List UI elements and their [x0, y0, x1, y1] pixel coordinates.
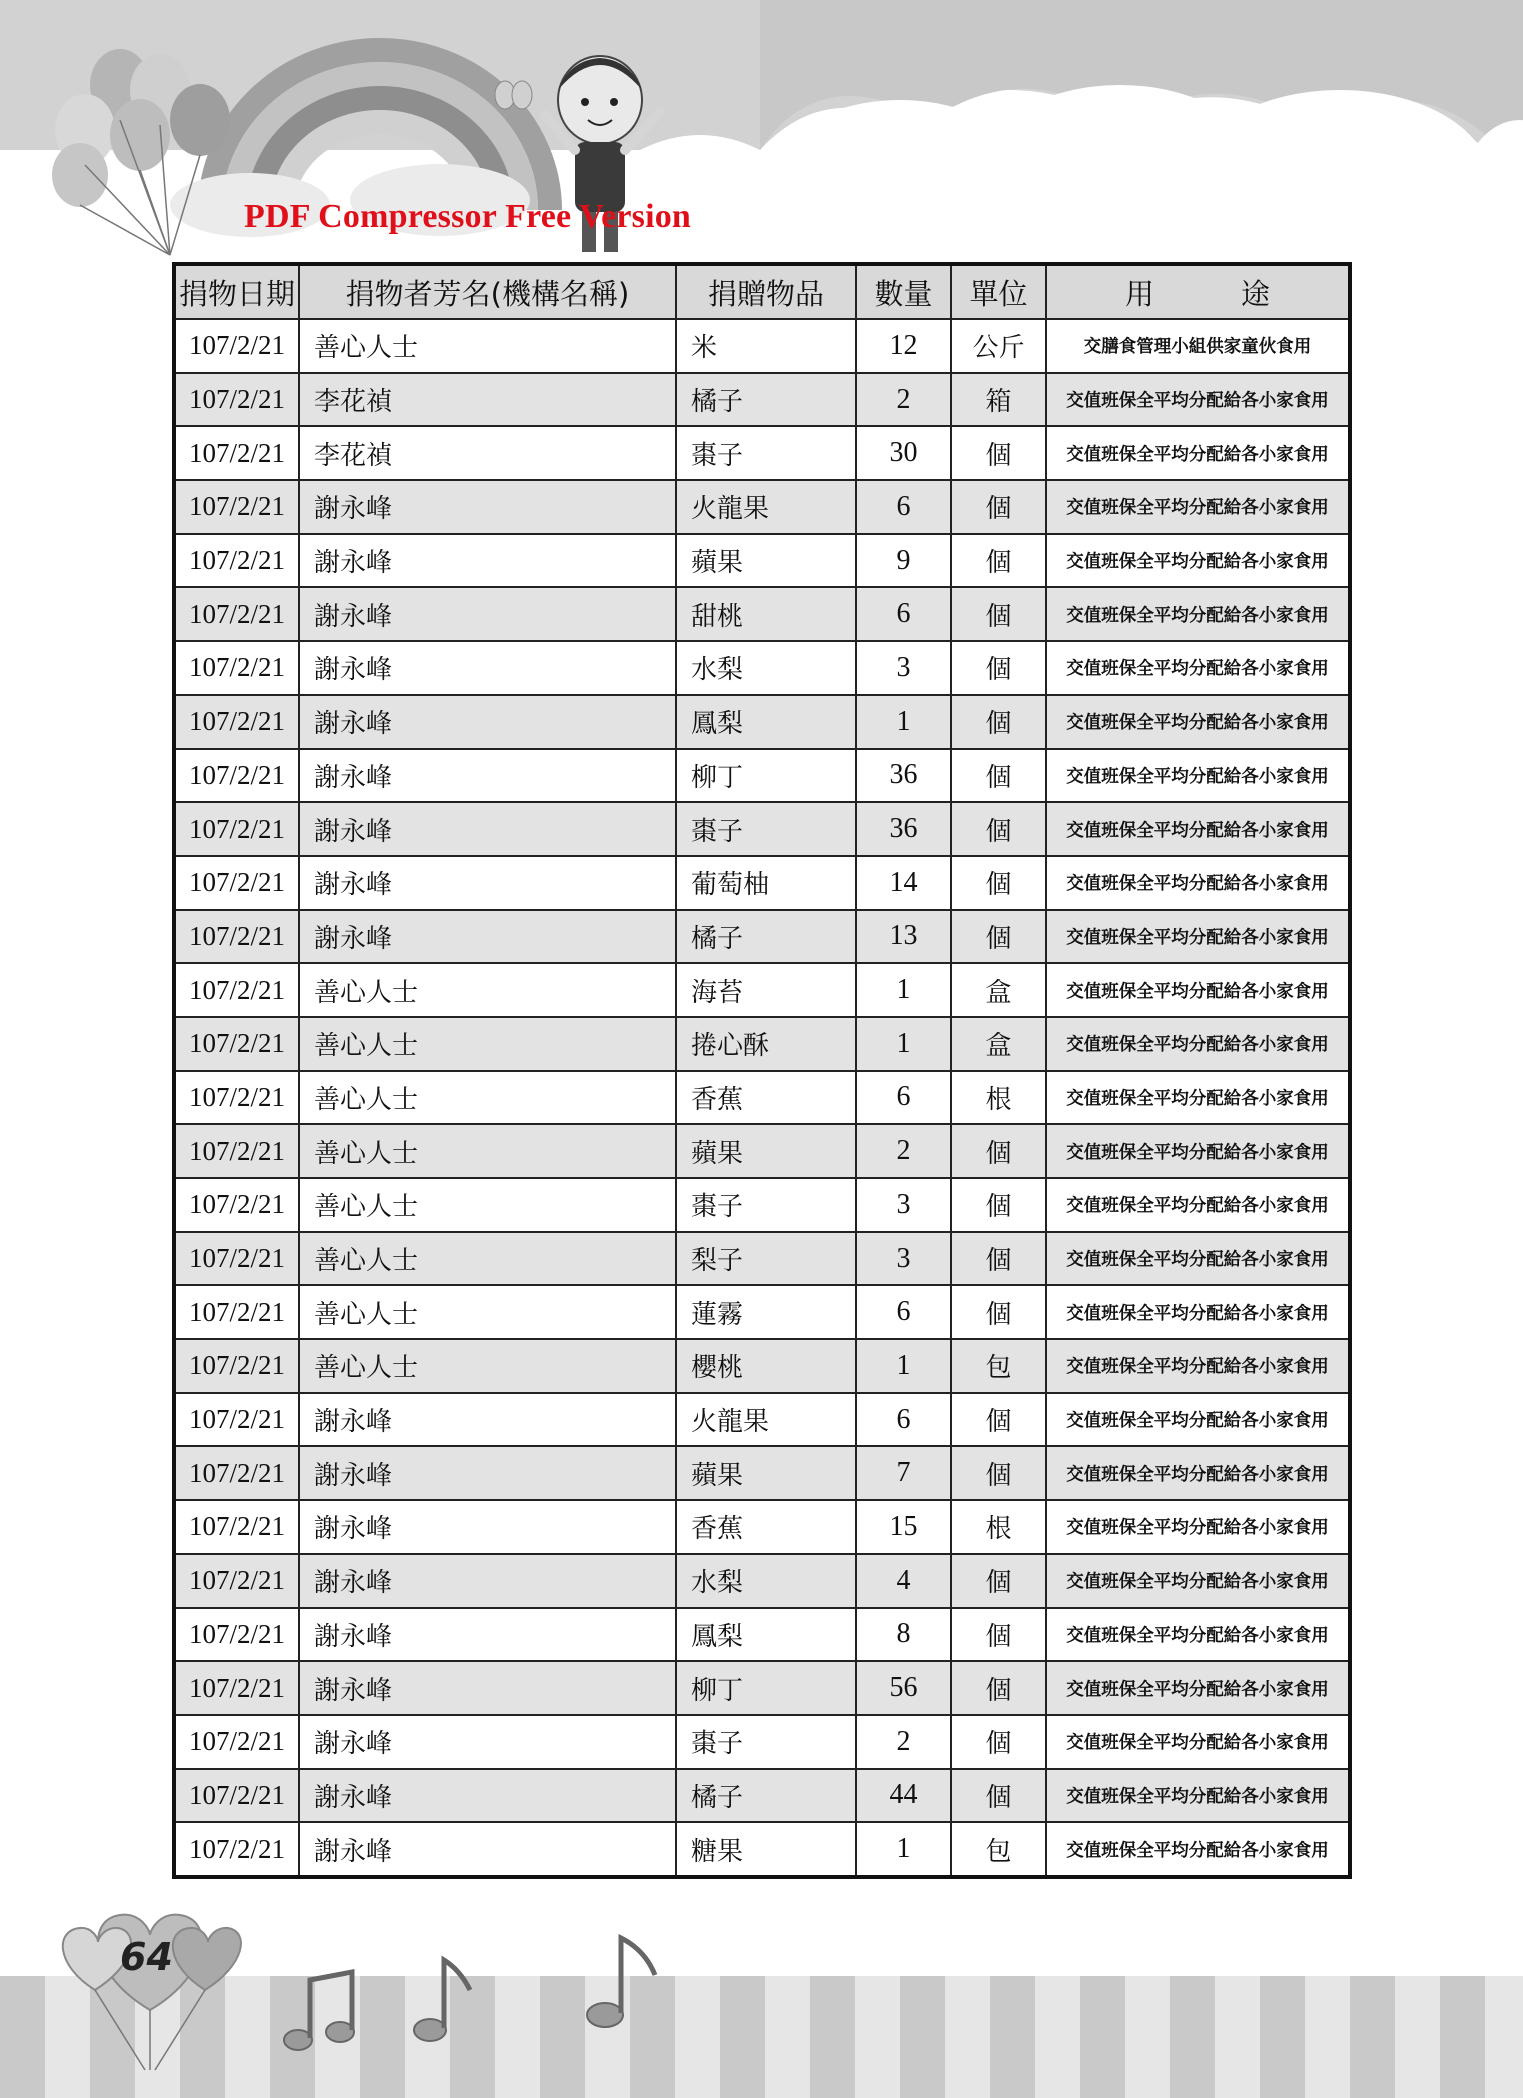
cell-use: 交值班保全平均分配給各小家食用: [1046, 1822, 1350, 1877]
cell-qty: 1: [856, 695, 951, 749]
cell-unit: 個: [951, 856, 1046, 910]
cell-item: 海苔: [676, 963, 856, 1017]
cell-date: 107/2/21: [174, 480, 299, 534]
cell-item: 鳳梨: [676, 695, 856, 749]
cell-unit: 個: [951, 1285, 1046, 1339]
cell-qty: 36: [856, 749, 951, 803]
cell-unit: 個: [951, 802, 1046, 856]
cell-item: 米: [676, 319, 856, 373]
cell-donor: 謝永峰: [299, 1500, 676, 1554]
cell-use: 交值班保全平均分配給各小家食用: [1046, 1017, 1350, 1071]
table-row: [174, 1715, 1350, 1769]
cell-item: 蘋果: [676, 534, 856, 588]
cell-donor: 善心人士: [299, 1339, 676, 1393]
cell-unit: 個: [951, 1554, 1046, 1608]
table-row: [174, 802, 1350, 856]
cell-qty: 3: [856, 1178, 951, 1232]
cell-qty: 2: [856, 373, 951, 427]
cell-donor: 謝永峰: [299, 1608, 676, 1662]
table-row: [174, 534, 1350, 588]
cell-date: 107/2/21: [174, 1178, 299, 1232]
cell-date: 107/2/21: [174, 910, 299, 964]
cell-date: 107/2/21: [174, 1446, 299, 1500]
cell-item: 鳳梨: [676, 1608, 856, 1662]
cell-qty: 4: [856, 1554, 951, 1608]
cell-unit: 個: [951, 1715, 1046, 1769]
cell-donor: 善心人士: [299, 1178, 676, 1232]
cell-qty: 7: [856, 1446, 951, 1500]
table-row: [174, 1017, 1350, 1071]
cell-item: 梨子: [676, 1232, 856, 1286]
cell-use: 交值班保全平均分配給各小家食用: [1046, 1178, 1350, 1232]
cell-use: 交膳食管理小組供家童伙食用: [1046, 319, 1350, 373]
cell-qty: 13: [856, 910, 951, 964]
cell-unit: 個: [951, 1769, 1046, 1823]
cell-item: 棗子: [676, 426, 856, 480]
cell-item: 蘋果: [676, 1124, 856, 1178]
cell-unit: 盒: [951, 1017, 1046, 1071]
cell-unit: 根: [951, 1071, 1046, 1125]
footer-illustration: [0, 1880, 1523, 2098]
cell-date: 107/2/21: [174, 641, 299, 695]
cell-date: 107/2/21: [174, 1822, 299, 1877]
table-row: [174, 426, 1350, 480]
cell-use: 交值班保全平均分配給各小家食用: [1046, 802, 1350, 856]
cell-unit: 個: [951, 480, 1046, 534]
cell-unit: 個: [951, 426, 1046, 480]
cell-qty: 2: [856, 1715, 951, 1769]
cell-date: 107/2/21: [174, 1339, 299, 1393]
table-body: [174, 319, 1350, 1877]
cell-use: 交值班保全平均分配給各小家食用: [1046, 1500, 1350, 1554]
cell-unit: 個: [951, 749, 1046, 803]
page-number: 64: [120, 1935, 173, 1979]
cell-date: 107/2/21: [174, 963, 299, 1017]
cell-item: 香蕉: [676, 1071, 856, 1125]
cell-date: 107/2/21: [174, 373, 299, 427]
cell-date: 107/2/21: [174, 1554, 299, 1608]
cell-unit: 個: [951, 1446, 1046, 1500]
table-row: [174, 1769, 1350, 1823]
cell-use: 交值班保全平均分配給各小家食用: [1046, 1393, 1350, 1447]
cell-unit: 包: [951, 1822, 1046, 1877]
cell-date: 107/2/21: [174, 1393, 299, 1447]
cell-item: 蘋果: [676, 1446, 856, 1500]
cell-date: 107/2/21: [174, 1017, 299, 1071]
cell-donor: 謝永峰: [299, 1446, 676, 1500]
header-donor: 捐物者芳名(機構名稱): [299, 264, 676, 319]
cell-date: 107/2/21: [174, 1071, 299, 1125]
cell-qty: 1: [856, 1339, 951, 1393]
cell-use: 交值班保全平均分配給各小家食用: [1046, 1124, 1350, 1178]
cell-unit: 個: [951, 641, 1046, 695]
cell-qty: 30: [856, 426, 951, 480]
cell-qty: 15: [856, 1500, 951, 1554]
cell-qty: 6: [856, 587, 951, 641]
cell-unit: 個: [951, 1608, 1046, 1662]
donation-table: [172, 262, 1352, 1879]
cell-use: 交值班保全平均分配給各小家食用: [1046, 641, 1350, 695]
cell-donor: 謝永峰: [299, 856, 676, 910]
cell-item: 香蕉: [676, 1500, 856, 1554]
cell-donor: 善心人士: [299, 1232, 676, 1286]
cell-item: 櫻桃: [676, 1339, 856, 1393]
cell-use: 交值班保全平均分配給各小家食用: [1046, 963, 1350, 1017]
cell-donor: 善心人士: [299, 963, 676, 1017]
cell-date: 107/2/21: [174, 319, 299, 373]
cell-unit: 個: [951, 910, 1046, 964]
cell-date: 107/2/21: [174, 749, 299, 803]
table-header-row: [174, 264, 1350, 319]
header-unit: 單位: [951, 264, 1046, 319]
cell-unit: 個: [951, 1661, 1046, 1715]
cell-donor: 謝永峰: [299, 641, 676, 695]
cell-donor: 謝永峰: [299, 1715, 676, 1769]
cell-date: 107/2/21: [174, 1769, 299, 1823]
table-row: [174, 1232, 1350, 1286]
header-qty: 數量: [856, 264, 951, 319]
cell-item: 葡萄柚: [676, 856, 856, 910]
cell-use: 交值班保全平均分配給各小家食用: [1046, 480, 1350, 534]
table-row: [174, 641, 1350, 695]
cell-donor: 善心人士: [299, 319, 676, 373]
cell-item: 橘子: [676, 1769, 856, 1823]
cell-donor: 謝永峰: [299, 1822, 676, 1877]
header-date: 捐物日期: [174, 264, 299, 319]
cell-item: 糖果: [676, 1822, 856, 1877]
cell-use: 交值班保全平均分配給各小家食用: [1046, 856, 1350, 910]
cell-use: 交值班保全平均分配給各小家食用: [1046, 1339, 1350, 1393]
cell-date: 107/2/21: [174, 587, 299, 641]
cell-donor: 謝永峰: [299, 802, 676, 856]
table-row: [174, 695, 1350, 749]
footer-stripes: [0, 1976, 1523, 2098]
cell-date: 107/2/21: [174, 856, 299, 910]
cell-date: 107/2/21: [174, 1285, 299, 1339]
cell-date: 107/2/21: [174, 1124, 299, 1178]
cell-unit: 個: [951, 534, 1046, 588]
cell-donor: 善心人士: [299, 1017, 676, 1071]
cell-qty: 1: [856, 1017, 951, 1071]
table-row: [174, 480, 1350, 534]
cell-unit: 箱: [951, 373, 1046, 427]
cell-date: 107/2/21: [174, 534, 299, 588]
cell-date: 107/2/21: [174, 1661, 299, 1715]
cell-qty: 44: [856, 1769, 951, 1823]
table-row: [174, 1500, 1350, 1554]
table-row: [174, 1822, 1350, 1877]
cell-qty: 12: [856, 319, 951, 373]
table-row: [174, 1393, 1350, 1447]
table-row: [174, 319, 1350, 373]
cell-qty: 2: [856, 1124, 951, 1178]
cell-item: 棗子: [676, 1178, 856, 1232]
cell-donor: 謝永峰: [299, 1661, 676, 1715]
cell-unit: 個: [951, 587, 1046, 641]
cell-qty: 56: [856, 1661, 951, 1715]
header-item: 捐贈物品: [676, 264, 856, 319]
table-row: [174, 856, 1350, 910]
cell-date: 107/2/21: [174, 695, 299, 749]
cell-qty: 1: [856, 963, 951, 1017]
cell-donor: 謝永峰: [299, 1554, 676, 1608]
cell-use: 交值班保全平均分配給各小家食用: [1046, 1232, 1350, 1286]
table-row: [174, 1124, 1350, 1178]
cell-use: 交值班保全平均分配給各小家食用: [1046, 749, 1350, 803]
header-use: 用 途: [1046, 264, 1350, 319]
cell-date: 107/2/21: [174, 426, 299, 480]
cell-use: 交值班保全平均分配給各小家食用: [1046, 534, 1350, 588]
table-row: [174, 373, 1350, 427]
cell-qty: 6: [856, 480, 951, 534]
cell-qty: 6: [856, 1393, 951, 1447]
cell-use: 交值班保全平均分配給各小家食用: [1046, 1285, 1350, 1339]
cell-item: 甜桃: [676, 587, 856, 641]
cell-item: 火龍果: [676, 480, 856, 534]
cell-item: 柳丁: [676, 1661, 856, 1715]
cell-unit: 包: [951, 1339, 1046, 1393]
cell-item: 橘子: [676, 373, 856, 427]
cell-use: 交值班保全平均分配給各小家食用: [1046, 587, 1350, 641]
cell-use: 交值班保全平均分配給各小家食用: [1046, 1608, 1350, 1662]
cell-date: 107/2/21: [174, 802, 299, 856]
cell-donor: 善心人士: [299, 1071, 676, 1125]
table-row: [174, 1178, 1350, 1232]
cell-item: 捲心酥: [676, 1017, 856, 1071]
cell-item: 棗子: [676, 802, 856, 856]
cell-item: 蓮霧: [676, 1285, 856, 1339]
cell-qty: 3: [856, 641, 951, 695]
table-row: [174, 1554, 1350, 1608]
cell-qty: 36: [856, 802, 951, 856]
cell-donor: 謝永峰: [299, 910, 676, 964]
cell-use: 交值班保全平均分配給各小家食用: [1046, 426, 1350, 480]
cell-use: 交值班保全平均分配給各小家食用: [1046, 1554, 1350, 1608]
cell-qty: 1: [856, 1822, 951, 1877]
cell-qty: 6: [856, 1285, 951, 1339]
cell-use: 交值班保全平均分配給各小家食用: [1046, 1446, 1350, 1500]
cell-item: 火龍果: [676, 1393, 856, 1447]
cell-donor: 李花禎: [299, 373, 676, 427]
cell-unit: 個: [951, 1124, 1046, 1178]
cell-unit: 個: [951, 1393, 1046, 1447]
cell-item: 棗子: [676, 1715, 856, 1769]
cell-item: 柳丁: [676, 749, 856, 803]
cell-use: 交值班保全平均分配給各小家食用: [1046, 695, 1350, 749]
cell-unit: 個: [951, 695, 1046, 749]
cell-donor: 善心人士: [299, 1124, 676, 1178]
cell-date: 107/2/21: [174, 1608, 299, 1662]
cell-unit: 公斤: [951, 319, 1046, 373]
cell-date: 107/2/21: [174, 1500, 299, 1554]
cell-item: 水梨: [676, 641, 856, 695]
cell-donor: 善心人士: [299, 1285, 676, 1339]
cell-use: 交值班保全平均分配給各小家食用: [1046, 1071, 1350, 1125]
table-row: [174, 1446, 1350, 1500]
cell-use: 交值班保全平均分配給各小家食用: [1046, 1661, 1350, 1715]
cell-qty: 8: [856, 1608, 951, 1662]
cell-donor: 謝永峰: [299, 1769, 676, 1823]
cell-donor: 謝永峰: [299, 695, 676, 749]
cell-item: 水梨: [676, 1554, 856, 1608]
cell-unit: 根: [951, 1500, 1046, 1554]
table-row: [174, 1071, 1350, 1125]
cell-donor: 李花禎: [299, 426, 676, 480]
cell-donor: 謝永峰: [299, 587, 676, 641]
table-row: [174, 587, 1350, 641]
cell-qty: 6: [856, 1071, 951, 1125]
cell-donor: 謝永峰: [299, 749, 676, 803]
table-row: [174, 1608, 1350, 1662]
table-row: [174, 749, 1350, 803]
header-illustration: [0, 0, 1523, 260]
table-row: [174, 1285, 1350, 1339]
table-row: [174, 910, 1350, 964]
cell-item: 橘子: [676, 910, 856, 964]
cell-donor: 謝永峰: [299, 534, 676, 588]
watermark-text: PDF Compressor Free Version: [244, 198, 692, 235]
cell-donor: 謝永峰: [299, 1393, 676, 1447]
table-row: [174, 963, 1350, 1017]
cell-date: 107/2/21: [174, 1715, 299, 1769]
cell-qty: 14: [856, 856, 951, 910]
cell-unit: 個: [951, 1232, 1046, 1286]
cell-unit: 個: [951, 1178, 1046, 1232]
cell-unit: 盒: [951, 963, 1046, 1017]
cell-use: 交值班保全平均分配給各小家食用: [1046, 1769, 1350, 1823]
cell-donor: 謝永峰: [299, 480, 676, 534]
cell-date: 107/2/21: [174, 1232, 299, 1286]
cell-use: 交值班保全平均分配給各小家食用: [1046, 373, 1350, 427]
cell-qty: 9: [856, 534, 951, 588]
cell-qty: 3: [856, 1232, 951, 1286]
table-row: [174, 1661, 1350, 1715]
cell-use: 交值班保全平均分配給各小家食用: [1046, 910, 1350, 964]
table-row: [174, 1339, 1350, 1393]
cell-use: 交值班保全平均分配給各小家食用: [1046, 1715, 1350, 1769]
